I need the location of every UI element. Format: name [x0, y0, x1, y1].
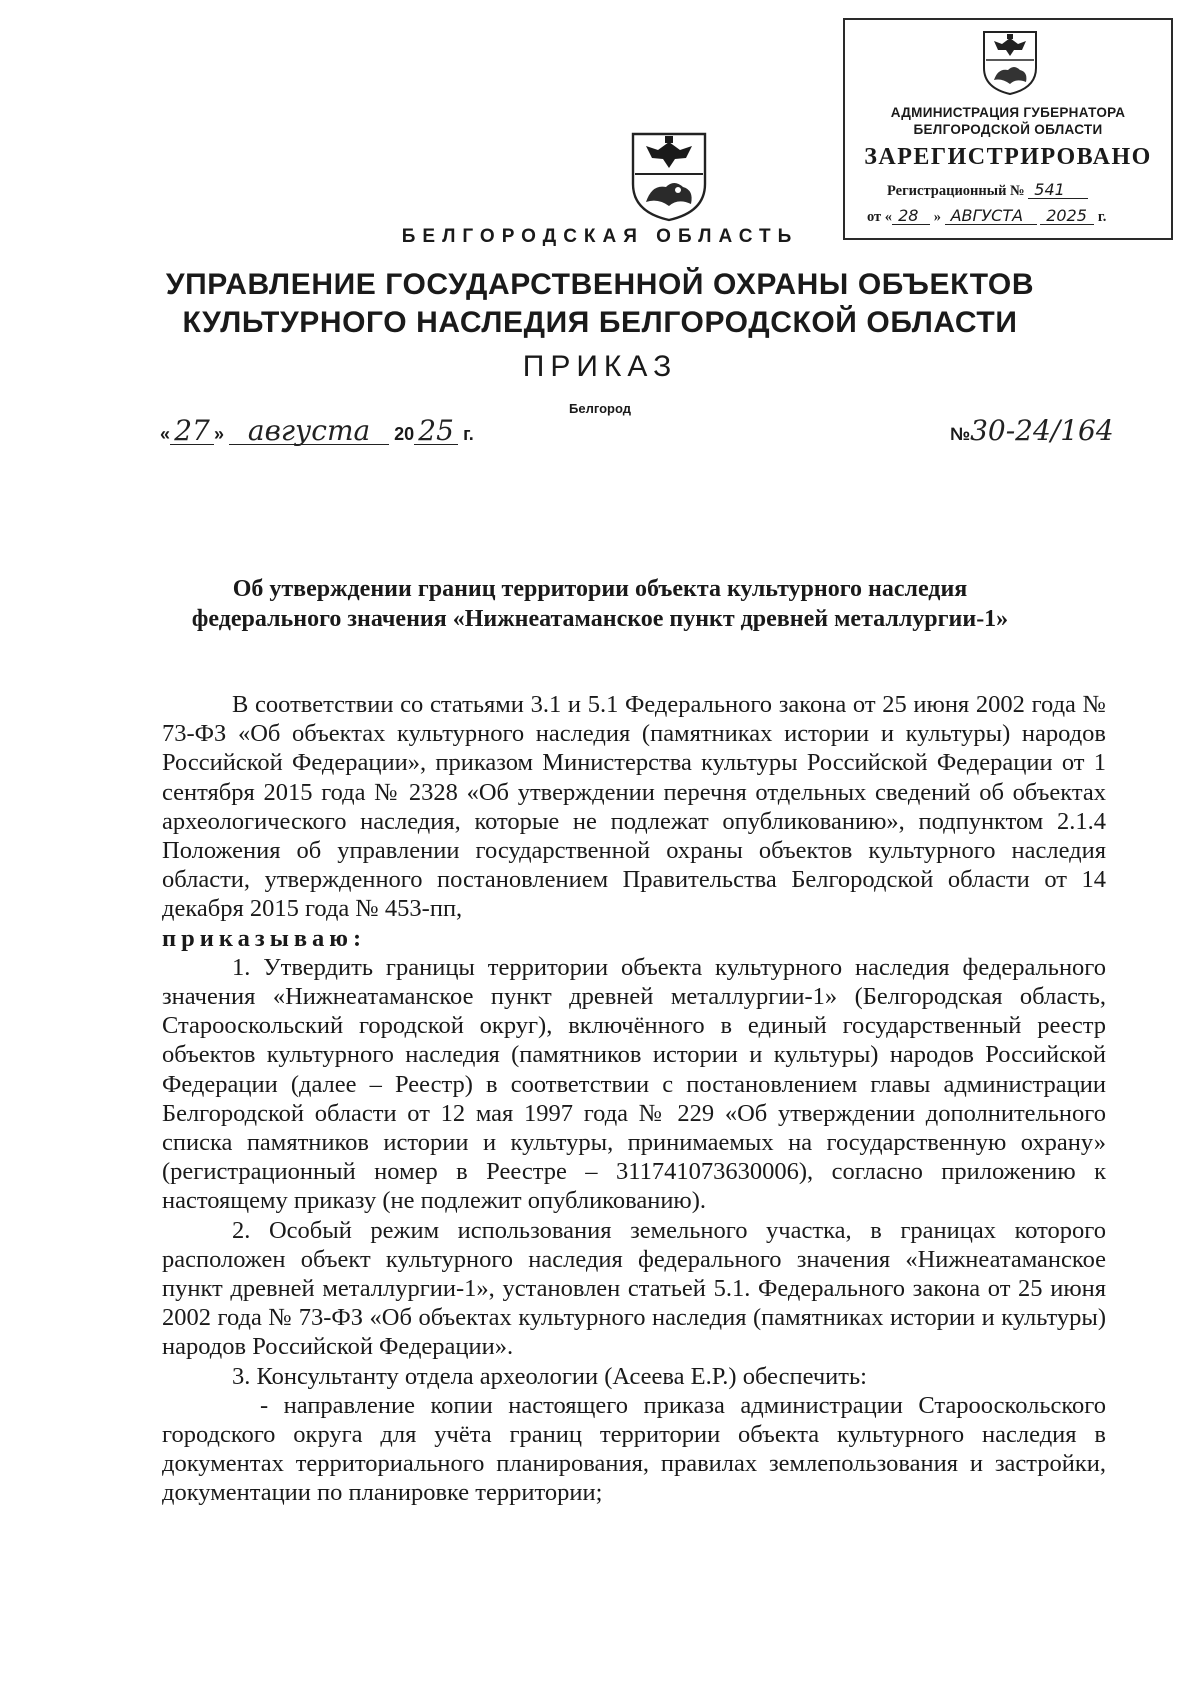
preamble-paragraph: В соответствии со статьями 3.1 и 5.1 Федерального закона от 25 июня 2002 года № 73-ФЗ «Об объектах культурного наследия (памятниках истории и культуры) народов Российской Федерации», приказом Министерства культуры Российской Федерации от 1 сентября 2015 года № 2328 «Об утверждении перечня отдельных сведений об объектах археологического наследия, которые не подлежат опубликованию», подпунктом 2.1.4 Положения об управлении государственной охраны объектов культурного наследия области, утвержденного постановлением Правительства Белгородской области от 14 декабря 2015 года № 453-пп, [162, 691, 1106, 923]
stamp-status: ЗАРЕГИСТРИРОВАНО [864, 144, 1152, 170]
order-number [950, 414, 1114, 447]
stamp-reg-number: 541 [1028, 182, 1088, 199]
stamp-year-suffix: г. [1097, 209, 1107, 225]
stamp-org-line1: АДМИНИСТРАЦИЯ ГУБЕРНАТОРА [890, 105, 1126, 120]
order-year-suffix: 25 [414, 418, 458, 445]
stamp-reg-number-line [887, 182, 1088, 200]
command-line [162, 924, 1106, 953]
number-prefix: № [950, 424, 971, 444]
department-name [0, 266, 1200, 342]
item-2-paragraph: 2. Особый режим использования земельного участка, в границах которого расположен объект культурного наследия федерального значения «Нижнеатаманское пункт древней металлургии-1», установлен статьей 5.1. Федерального закона от 25 июня 2002 года № 73-ФЗ «Об объектах культурного наследия (памятниках истории и культуры) народов Российской Федерации». [162, 1216, 1106, 1361]
document-body [162, 690, 1106, 1508]
order-day: 27 [170, 418, 214, 445]
document-title-line2: федерального значения «Нижнеатаманское пункт древней металлургии-1» [191, 606, 1009, 632]
order-year-prefix: 20 [394, 424, 415, 444]
coat-of-arms-icon [628, 130, 710, 222]
coat-of-arms-icon [980, 28, 1040, 96]
command-word: приказываю: [162, 924, 367, 952]
order-date [160, 414, 474, 447]
stamp-date-mid: » [933, 209, 941, 225]
item-3-paragraph: 3. Консультанту отдела археологии (Асеева Е.Р.) обеспечить: [232, 1362, 867, 1390]
order-number-value: 30-24/164 [970, 414, 1114, 447]
stamp-org-line2: БЕЛГОРОДСКОЙ ОБЛАСТИ [913, 122, 1103, 137]
stamp-date-prefix: от « [867, 209, 893, 225]
stamp-month: АВГУСТА [945, 208, 1037, 225]
document-title-line1: Об утверждении границ территории объекта культурного наследия [232, 576, 968, 602]
stamp-day: 28 [892, 208, 930, 225]
registration-stamp [843, 18, 1173, 240]
item-1-paragraph: 1. Утвердить границы территории объекта культурного наследия федерального значения «Нижнеатаманское пункт древней металлургии-1» (Белгородская область, Старооскольский городской округ), включённого в единый государственный реестр объектов культурного наследия (памятников истории и культуры) народов Российской Федерации (далее – Реестр) в соответствии с постановлением главы администрации Белгородской области от 12 мая 1997 года № 229 «Об утверждении дополнительного списка памятников истории и культуры, принимаемых на государственную охрану» (регистрационный номер в Реестре – 311741073630006), согласно приложению к настоящему приказу (не подлежит опубликованию). [162, 953, 1106, 1215]
document-title [100, 574, 1100, 634]
department-line2: КУЛЬТУРНОГО НАСЛЕДИЯ БЕЛГОРОДСКОЙ ОБЛАСТИ [182, 306, 1018, 339]
order-month: августа [229, 418, 389, 445]
city-name: Белгород [569, 401, 631, 416]
stamp-reg-label: Регистрационный № [887, 183, 1025, 199]
stamp-organization [845, 104, 1171, 138]
region-name: БЕЛГОРОДСКАЯ ОБЛАСТЬ [401, 226, 799, 247]
stamp-year: 2025 [1040, 208, 1094, 225]
department-line1: УПРАВЛЕНИЕ ГОСУДАРСТВЕННОЙ ОХРАНЫ ОБЪЕКТОВ [165, 268, 1035, 301]
date-open-quote: « [160, 424, 171, 444]
document-type: ПРИКАЗ [522, 350, 678, 383]
order-year-g: г. [463, 424, 474, 444]
stamp-date-line [867, 208, 1106, 226]
item-3-dash-1: - направление копии настоящего приказа администрации Старооскольского городского округа для учёта границ территории объекта культурного наследия в документах территориального планирования, правилах землепользования и застройки, документации по планировке территории; [162, 1391, 1106, 1507]
date-close-quote: » [214, 424, 225, 444]
